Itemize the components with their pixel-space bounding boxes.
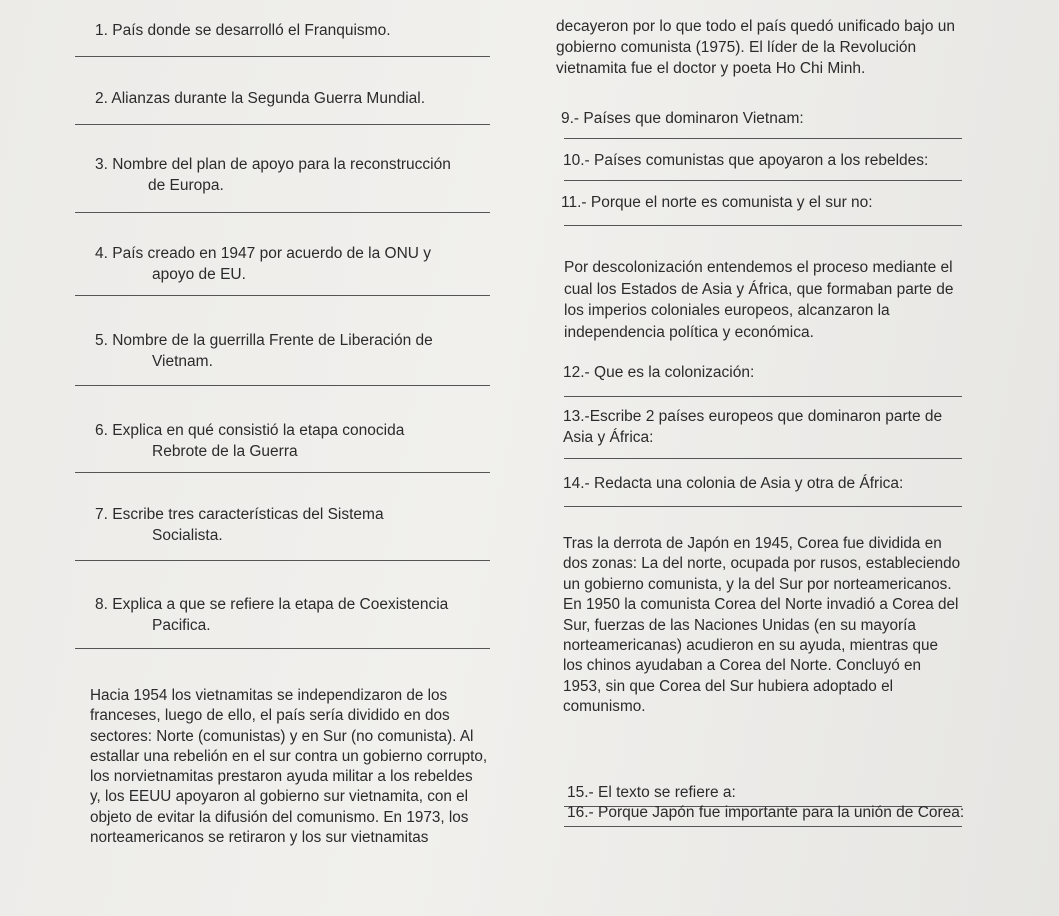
- answer-line-8[interactable]: [75, 648, 490, 649]
- question-2: 2. Alianzas durante la Segunda Guerra Mundial.: [95, 90, 426, 107]
- question-6: 6. Explica en qué consistió la etapa conocida Rebrote de la Guerra: [95, 422, 405, 460]
- answer-line-5[interactable]: [75, 385, 490, 386]
- question-12: 12.- Que es la colonización:: [563, 364, 755, 381]
- answer-line-9[interactable]: [564, 138, 962, 139]
- question-7: 7. Escribe tres características del Sistema Socialista.: [95, 506, 384, 544]
- answer-line-12[interactable]: [564, 396, 962, 397]
- answer-line-1[interactable]: [75, 56, 490, 57]
- answer-line-6[interactable]: [75, 472, 490, 473]
- question-10: 10.- Países comunistas que apoyaron a los rebeldes:: [563, 152, 929, 169]
- vietnam-continuation: decayeron por lo que todo el país quedó unificado bajo un gobierno comunista (1975). El líder de la Revolución vietnamita fue el doctor y poeta Ho Chi Minh.: [556, 18, 955, 77]
- answer-line-4[interactable]: [75, 295, 490, 296]
- question-9: 9.- Países que dominaron Vietnam:: [561, 110, 804, 127]
- answer-line-2[interactable]: [75, 124, 490, 125]
- decolonization-paragraph: Por descolonización entendemos el proceso mediante el cual los Estados de Asia y África, que formaban parte de los imperios coloniales europeos, alcanzaron la independencia política y económica.: [564, 259, 954, 341]
- question-8: 8. Explica a que se refiere la etapa de Coexistencia Pacifica.: [95, 596, 449, 634]
- question-4: 4. País creado en 1947 por acuerdo de la ONU y apoyo de EU.: [95, 245, 432, 283]
- question-3: 3. Nombre del plan de apoyo para la reconstrucción de Europa.: [95, 156, 451, 194]
- answer-line-3[interactable]: [75, 212, 490, 213]
- question-15: 15.- El texto se refiere a:: [567, 784, 736, 801]
- answer-line-14[interactable]: [564, 506, 962, 507]
- answer-line-7[interactable]: [75, 560, 490, 561]
- answer-line-16[interactable]: [564, 826, 962, 827]
- question-14: 14.- Redacta una colonia de Asia y otra de África:: [563, 475, 904, 492]
- answer-line-13[interactable]: [564, 458, 962, 459]
- answer-line-11[interactable]: [564, 225, 962, 226]
- question-16: 16.- Porque Japón fue importante para la unión de Corea:: [567, 804, 965, 821]
- question-1: 1. País donde se desarrolló el Franquismo.: [95, 22, 391, 39]
- question-13: 13.-Escribe 2 países europeos que dominaron parte de Asia y África:: [563, 408, 943, 446]
- korea-paragraph: Tras la derrota de Japón en 1945, Corea fue dividida en dos zonas: La del norte, ocupada por rusos, estableciendo un gobierno comunista, y la del Sur por norteamericanos. En 1950 la comunista Corea del Norte invadió a Corea del Sur, fuerzas de las Naciones Unidas (en su mayoría norteamericanas) acudieron en su ayuda, mientras que los chinos ayudaban a Corea del Norte. Concluyó en 1953, sin que Corea del Sur hubiera adoptado el comunismo.: [563, 535, 961, 716]
- answer-line-10[interactable]: [564, 180, 962, 181]
- question-5: 5. Nombre de la guerrilla Frente de Liberación de Vietnam.: [95, 332, 433, 370]
- question-11: 11.- Porque el norte es comunista y el sur no:: [561, 194, 873, 211]
- vietnam-paragraph: Hacia 1954 los vietnamitas se independizaron de los franceses, luego de ello, el país sería dividido en dos sectores: Norte (comunistas) y en Sur (no comunista). Al estallar una rebelión en el sur contra un gobierno corrupto, los norvietnamitas prestaron ayuda militar a los rebeldes y, los EEUU apoyaron al gobierno sur vietnamita, con el objeto de evitar la difusión del comunismo. En 1973, los norteamericanos se retiraron y los sur vietnamitas: [90, 687, 488, 847]
